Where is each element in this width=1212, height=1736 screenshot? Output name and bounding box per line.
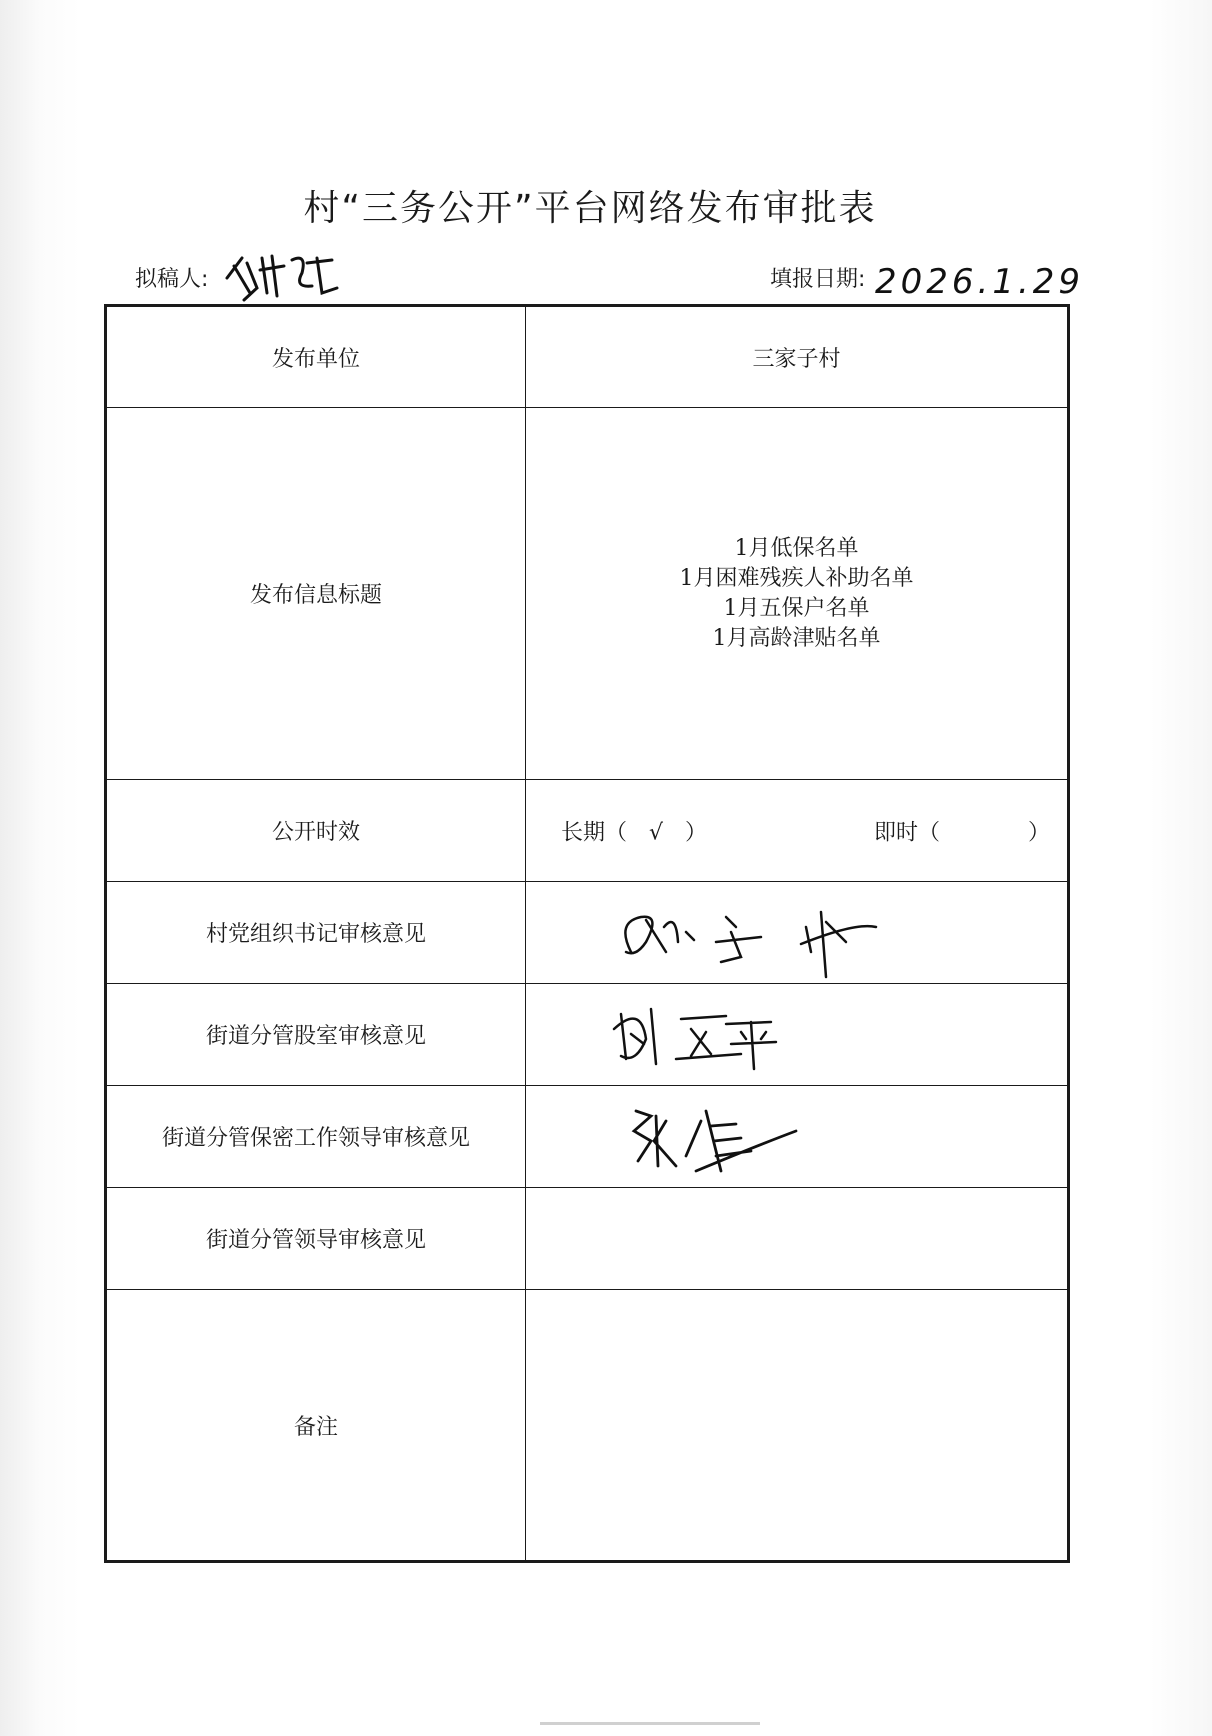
- scan-edge-mark: [540, 1722, 760, 1725]
- publisher-label: 发布单位: [106, 306, 526, 408]
- confidential-leader-label: 街道分管保密工作领导审核意见: [106, 1086, 526, 1188]
- report-date-label: 填报日期:: [770, 267, 866, 292]
- confidential-leader-signature-drawing: [526, 1086, 1066, 1186]
- row-confidential-leader: [106, 1086, 1069, 1188]
- confidential-leader-signature: [526, 1086, 1069, 1188]
- drafter-label: 拟稿人:: [135, 267, 209, 292]
- party-secretary-label: 村党组织书记审核意见: [106, 882, 526, 984]
- immediate-option: 即时（ ）: [874, 820, 1051, 845]
- remarks-value: [526, 1290, 1069, 1562]
- remarks-label: 备注: [106, 1290, 526, 1562]
- report-date-handwritten: [875, 262, 1084, 302]
- approval-form-table: [104, 304, 1070, 1563]
- section-office-label: 街道分管股室审核意见: [106, 984, 526, 1086]
- row-remarks: [106, 1290, 1069, 1562]
- info-title-item: 1月高龄津贴名单: [712, 625, 881, 651]
- drafter-signature: [222, 248, 342, 312]
- leader-label: 街道分管领导审核意见: [106, 1188, 526, 1290]
- info-title-item: 1月困难残疾人补助名单: [679, 565, 914, 591]
- info-title-item: 1月五保户名单: [723, 595, 870, 621]
- report-date-field: [770, 262, 865, 293]
- party-secretary-signature: [526, 882, 1069, 984]
- info-title-label: 发布信息标题: [106, 408, 526, 780]
- timeliness-options: [526, 780, 1069, 882]
- section-office-signature: [526, 984, 1069, 1086]
- row-publisher: [106, 306, 1069, 408]
- drafter-field: [135, 262, 208, 293]
- leader-opinion: [526, 1188, 1069, 1290]
- publisher-value: 三家子村: [526, 306, 1069, 408]
- report-date-value: 2026.1.29: [875, 262, 1085, 302]
- info-title-list: [526, 408, 1069, 780]
- form-title: 村“三务公开”平台网络发布审批表: [303, 188, 877, 229]
- row-timeliness: [106, 780, 1069, 882]
- info-title-item: 1月低保名单: [734, 535, 859, 561]
- row-party-secretary: [106, 882, 1069, 984]
- long-term-option: 长期（ √ ）: [561, 820, 708, 845]
- timeliness-label: 公开时效: [106, 780, 526, 882]
- row-section-office: [106, 984, 1069, 1086]
- section-office-signature-drawing: [526, 984, 1066, 1084]
- row-info-title: [106, 408, 1069, 780]
- party-secretary-signature-drawing: [526, 882, 1066, 982]
- row-leader: [106, 1188, 1069, 1290]
